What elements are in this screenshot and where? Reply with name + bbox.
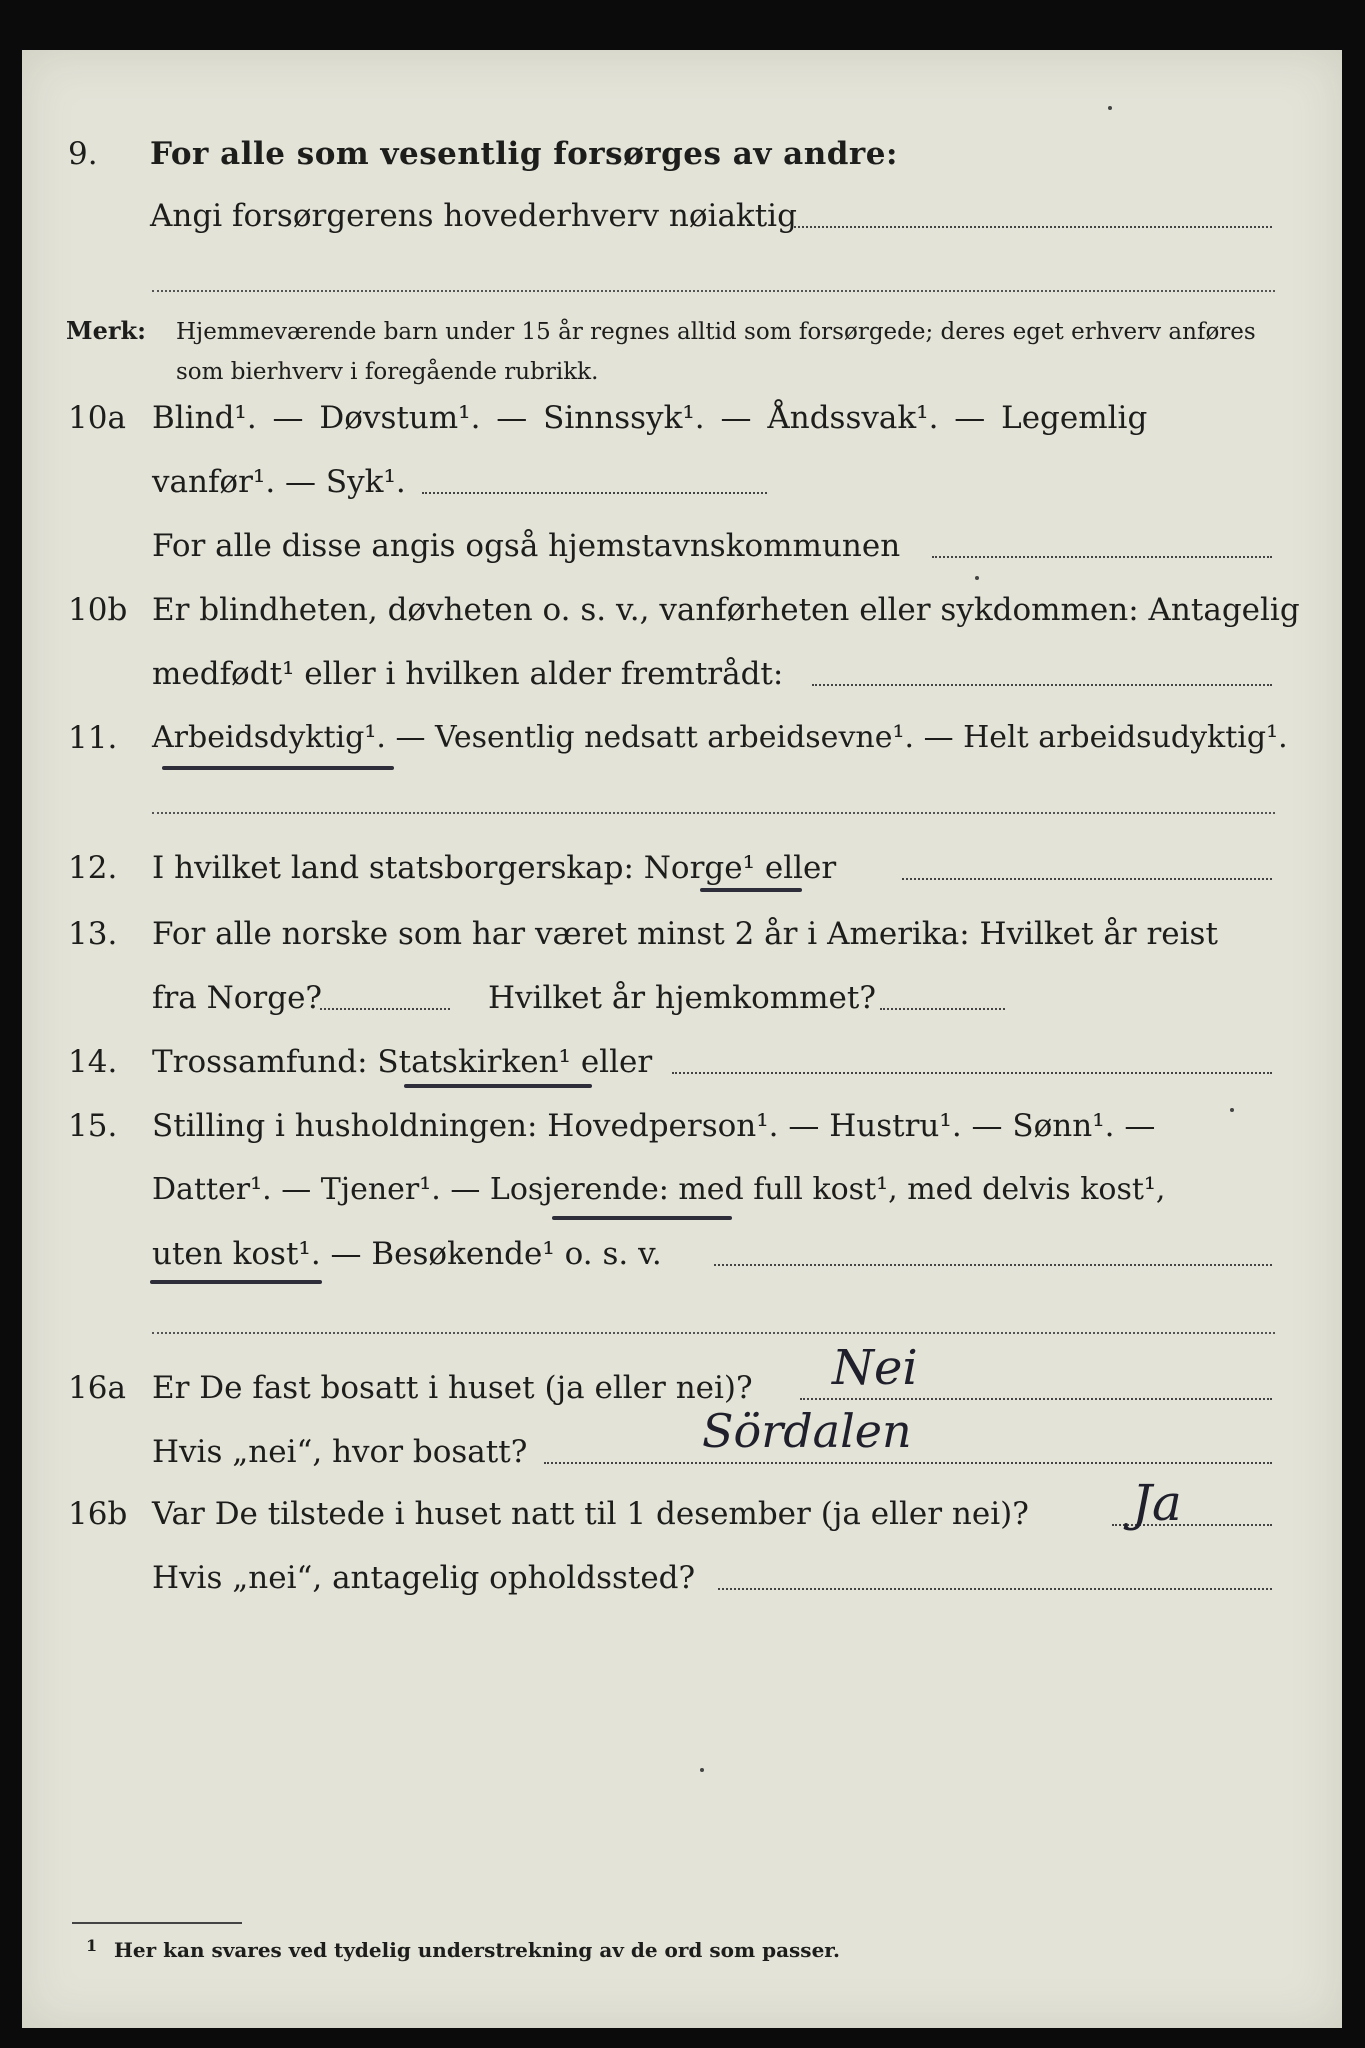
question-10b-line2: medfødt¹ eller i hvilken alder fremtrådt: bbox=[152, 656, 784, 692]
question-16b-opholdssted-line[interactable] bbox=[718, 1588, 1272, 1590]
question-10a-line2: vanfør¹. — Syk¹. bbox=[152, 464, 406, 500]
question-9-heading: For alle som vesentlig forsørges av andre: bbox=[150, 136, 898, 172]
question-15-number: 15. bbox=[68, 1108, 118, 1144]
question-9-extra-line[interactable] bbox=[152, 290, 1275, 292]
question-10a-number: 10a bbox=[68, 400, 126, 436]
question-12-number: 12. bbox=[68, 850, 118, 886]
question-16b-number: 16b bbox=[68, 1496, 128, 1532]
merk-note: Hjemmeværende barn under 15 år regnes alltid som forsørgede; deres eget erhverv anføres som bierhverv i foregående rubrikk. bbox=[176, 319, 1256, 385]
question-13-line2b: Hvilket år hjemkommet? bbox=[488, 980, 876, 1016]
question-13-number: 13. bbox=[68, 916, 118, 952]
question-10b-answer-line[interactable] bbox=[812, 684, 1272, 686]
arbeidsdyktig-underline bbox=[162, 766, 394, 770]
paper-speck bbox=[1108, 106, 1112, 110]
question-12-answer-line[interactable] bbox=[902, 878, 1272, 880]
question-10a-answer-line[interactable] bbox=[422, 492, 767, 494]
question-10a-kommune-line[interactable] bbox=[932, 556, 1272, 558]
question-16a-answer-line[interactable] bbox=[800, 1398, 1272, 1400]
question-16a-line1: Er De fast bosatt i huset (ja eller nei)? bbox=[152, 1370, 753, 1406]
statskirken-underline bbox=[404, 1084, 592, 1088]
question-9-number: 9. bbox=[68, 136, 98, 172]
footnote-rule bbox=[72, 1922, 242, 1924]
footnote-marker: 1 bbox=[86, 1936, 98, 1955]
question-11-number: 11. bbox=[68, 720, 118, 756]
question-13-line1: For alle norske som har været minst 2 år i Amerika: Hvilket år reist bbox=[152, 916, 1218, 952]
handwritten-answer-ja: Ja bbox=[1132, 1474, 1182, 1532]
uten-kost-underline bbox=[150, 1280, 322, 1284]
question-15-answer-line[interactable] bbox=[714, 1264, 1272, 1266]
question-15-line1: Stilling i husholdningen: Hovedperson¹. — Hustru¹. — Sønn¹. — bbox=[152, 1108, 1156, 1144]
question-14-number: 14. bbox=[68, 1044, 118, 1080]
paper-speck bbox=[975, 576, 979, 580]
question-14-answer-line[interactable] bbox=[672, 1072, 1272, 1074]
question-10a-line1: Blind¹. — Døvstum¹. — Sinnssyk¹. — Åndssvak¹. — Legemlig bbox=[152, 400, 1148, 436]
question-15-line2: Datter¹. — Tjener¹. — Losjerende: med full kost¹, med delvis kost¹, bbox=[152, 1172, 1166, 1207]
handwritten-answer-sordalen: Sördalen bbox=[702, 1404, 912, 1458]
question-16a-bosatt-line[interactable] bbox=[544, 1462, 1272, 1464]
question-13-line2a: fra Norge? bbox=[152, 980, 323, 1016]
reist-aar-line[interactable] bbox=[320, 1008, 450, 1010]
question-16a-line2: Hvis „nei“, hvor bosatt? bbox=[152, 1434, 528, 1470]
question-11-line1: Arbeidsdyktig¹. — Vesentlig nedsatt arbeidsevne¹. — Helt arbeidsudyktig¹. bbox=[152, 720, 1288, 755]
question-9-prompt: Angi forsørgerens hovederhverv nøiaktig bbox=[150, 198, 797, 234]
merk-label: Merk: bbox=[66, 316, 146, 345]
handwritten-answer-nei: Nei bbox=[832, 1340, 918, 1396]
question-16b-line2: Hvis „nei“, antagelig opholdssted? bbox=[152, 1560, 696, 1596]
footnote-text: Her kan svares ved tydelig understrekning av de ord som passer. bbox=[114, 1938, 840, 1962]
census-form-sheet bbox=[22, 50, 1342, 2028]
question-9-answer-line[interactable] bbox=[794, 226, 1272, 228]
question-16b-line1: Var De tilstede i huset natt til 1 desember (ja eller nei)? bbox=[152, 1496, 1029, 1532]
question-15-extra-line[interactable] bbox=[152, 1332, 1275, 1334]
paper-speck bbox=[700, 1768, 704, 1772]
question-12-line1: I hvilket land statsborgerskap: Norge¹ eller bbox=[152, 850, 837, 886]
paper-speck bbox=[1230, 1108, 1234, 1112]
question-10b-line1: Er blindheten, døvheten o. s. v., vanførheten eller sykdommen: Antagelig bbox=[152, 592, 1300, 628]
question-10b-number: 10b bbox=[68, 592, 128, 628]
norge-underline bbox=[700, 888, 802, 892]
question-14-line1: Trossamfund: Statskirken¹ eller bbox=[152, 1044, 653, 1080]
question-10a-line3: For alle disse angis også hjemstavnskommunen bbox=[152, 528, 901, 564]
question-16a-number: 16a bbox=[68, 1370, 126, 1406]
losjerende-underline bbox=[552, 1216, 732, 1220]
hjemkommet-aar-line[interactable] bbox=[880, 1008, 1005, 1010]
question-11-extra-line[interactable] bbox=[152, 812, 1275, 814]
question-15-line3: uten kost¹. — Besøkende¹ o. s. v. bbox=[152, 1236, 662, 1272]
